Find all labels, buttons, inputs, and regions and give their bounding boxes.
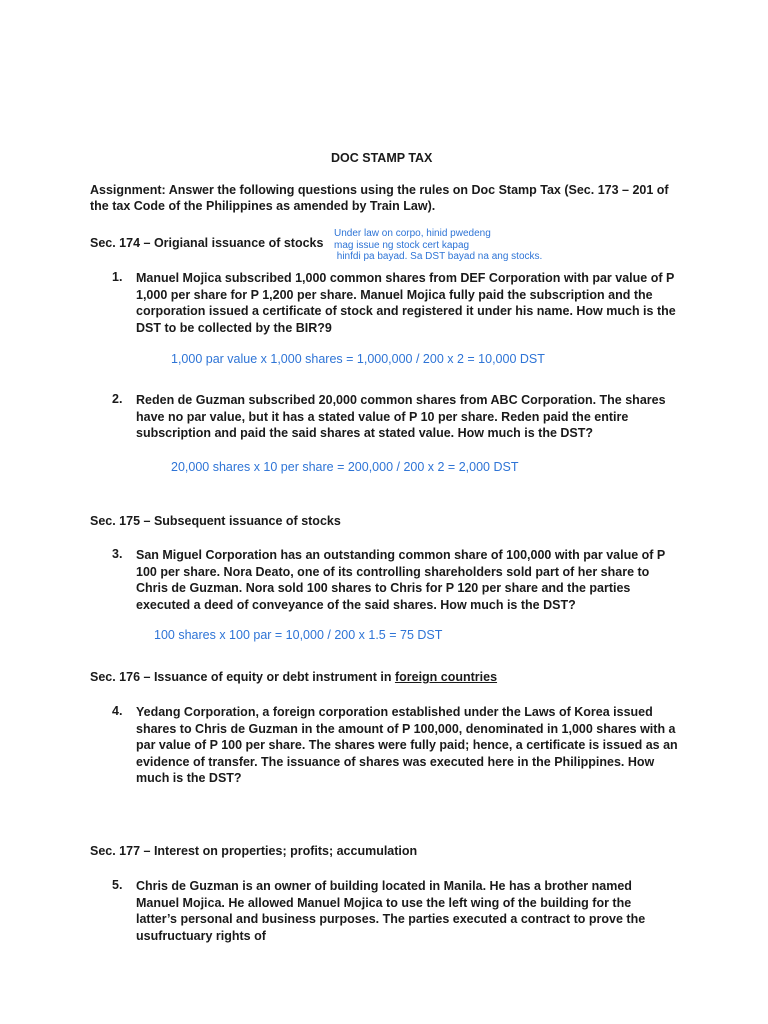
- section-175-heading: Sec. 175 – Subsequent issuance of stocks: [90, 514, 341, 528]
- question-3-number: 3.: [112, 547, 123, 561]
- question-5-text: Chris de Guzman is an owner of building located in Manila. He has a brother named Manuel Mojica. He allowed Manuel Mojica to use the left wing of the building for the latter’s personal and business purposes. The parties executed a contract to prove the usufructuary rights of: [136, 879, 646, 943]
- section-176-heading-prefix: Sec. 176 – Issuance of equity or debt instrument in: [90, 670, 395, 684]
- margin-note: [334, 228, 594, 263]
- question-2-number: 2.: [112, 392, 123, 406]
- question-3-answer: 100 shares x 100 par = 10,000 / 200 x 1.5 = 75 DST: [154, 628, 443, 642]
- document-title: DOC STAMP TAX: [331, 151, 433, 165]
- question-2-text: Reden de Guzman subscribed 20,000 common shares from ABC Corporation. The shares have no par value, but it has a stated value of P 10 per share. Reden paid the entire subscription and paid the said shares at stated value. How much is the DST?: [136, 393, 666, 440]
- question-4-number: 4.: [112, 704, 123, 718]
- margin-note-line-3: hinfdi pa bayad. Sa DST bayad na ang stocks.: [334, 251, 543, 262]
- section-176-heading-underlined: foreign countries: [394, 670, 498, 684]
- section-177-heading: Sec. 177 – Interest on properties; profits; accumulation: [90, 844, 418, 858]
- section-176-heading: [90, 669, 497, 685]
- question-5-number: 5.: [112, 878, 123, 892]
- question-1-text: Manuel Mojica subscribed 1,000 common shares from DEF Corporation with par value of P 1,000 per share for P 1,200 per share. Manuel Mojica fully paid the subscription and the corporation issued a certificate of stock and registered it under his name. How much is the DST to be collected by the BIR?9: [136, 271, 676, 335]
- margin-note-line-1: Under law on corpo, hinid pwedeng: [334, 228, 491, 239]
- assignment-instructions: Assignment: Answer the following questions using the rules on Doc Stamp Tax (Sec. 173 – 201 of the tax Code of the Philippines as amended by Train Law).: [90, 183, 669, 213]
- question-1-number: 1.: [112, 270, 123, 284]
- question-1-answer: 1,000 par value x 1,000 shares = 1,000,000 / 200 x 2 = 10,000 DST: [171, 352, 545, 366]
- question-3-text: San Miguel Corporation has an outstanding common share of 100,000 with par value of P 100 per share. Nora Deato, one of its controlling shareholders sold part of her share to Chris de Guzman. Nora sold 100 shares to Chris for P 120 per share and the parties executed a deed of conveyance of the said shares. How much is the DST?: [136, 548, 666, 612]
- question-2-answer: 20,000 shares x 10 per share = 200,000 / 200 x 2 = 2,000 DST: [171, 460, 519, 474]
- margin-note-line-2: mag issue ng stock cert kapag: [334, 239, 470, 251]
- section-174-heading: Sec. 174 – Origianal issuance of stocks: [90, 236, 324, 250]
- question-4-text: Yedang Corporation, a foreign corporation established under the Laws of Korea issued shares to Chris de Guzman in the amount of P 100,000, denominated in 1,000 shares with a par value of P 100 per share. The shares were fully paid; hence, a certificate is issued as an evidence of transfer. The issuance of shares was executed here in the Philippines. How much is the DST?: [136, 705, 678, 785]
